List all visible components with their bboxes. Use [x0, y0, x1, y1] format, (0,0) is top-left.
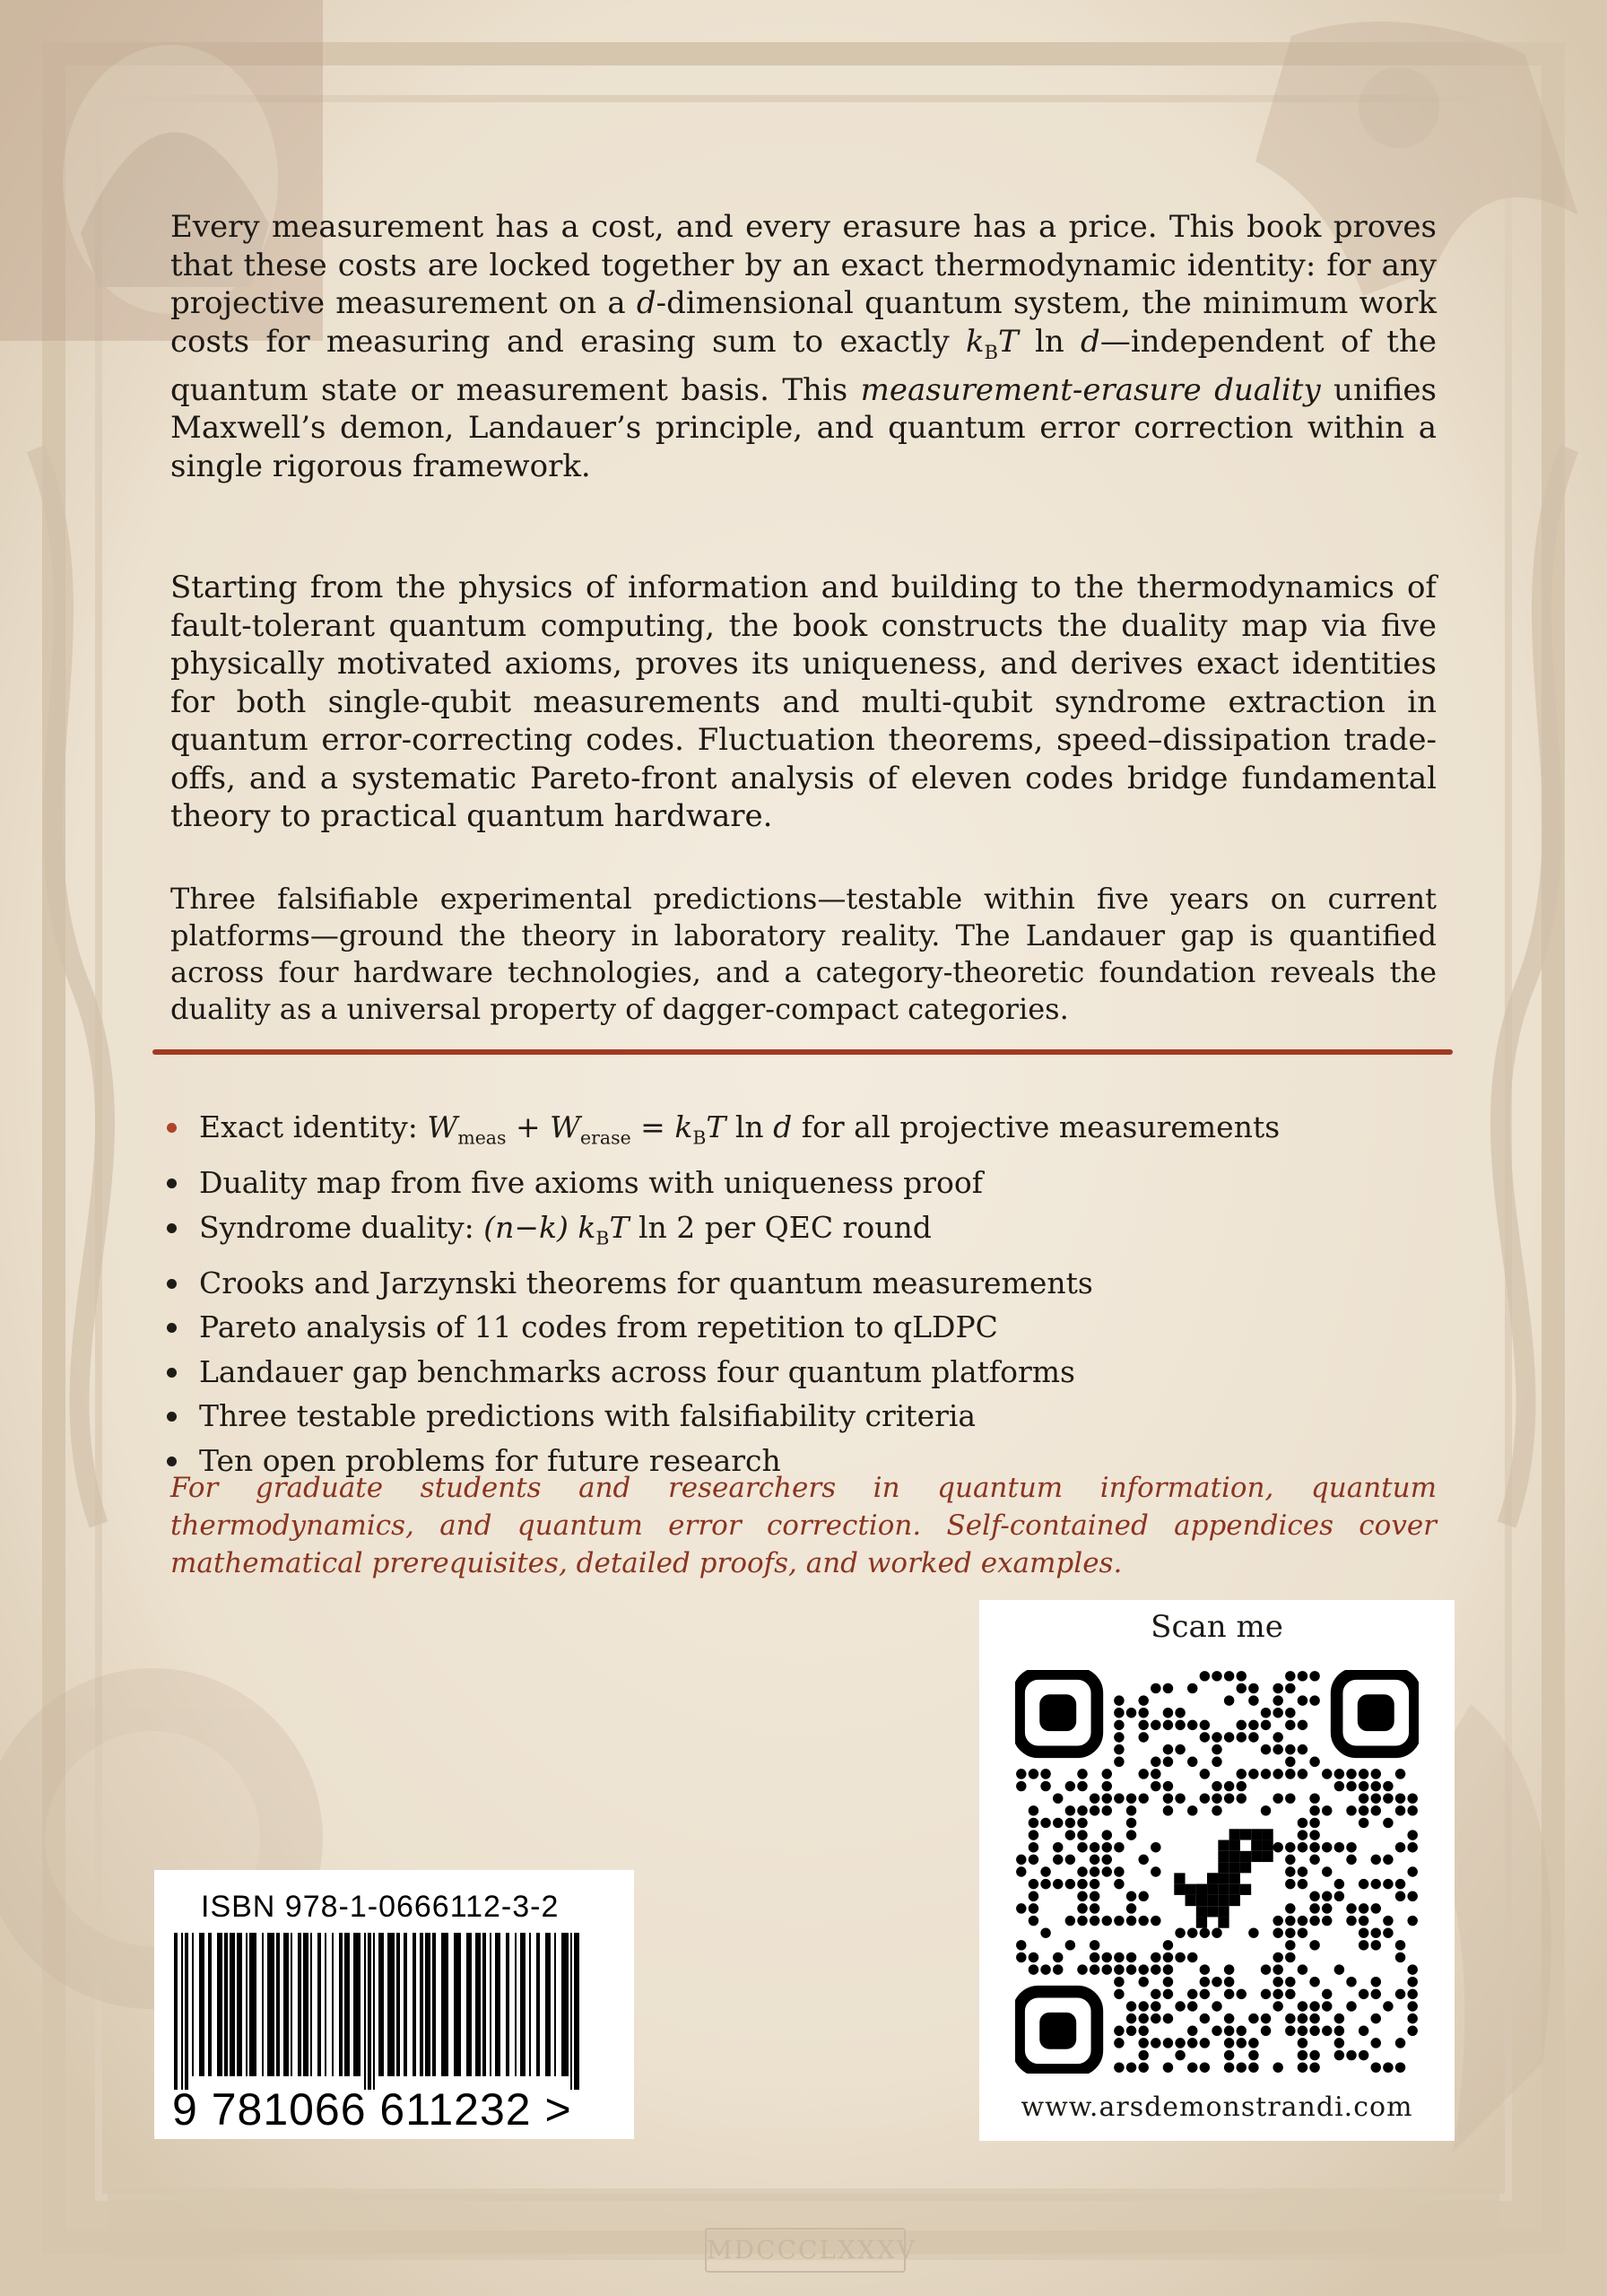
- bullet-icon: [167, 1178, 177, 1188]
- b1-math-T: T: [706, 1109, 726, 1144]
- feature-list: [161, 1105, 1435, 1483]
- b5-text: Pareto analysis of 11 codes from repetition to qLDPC: [199, 1309, 998, 1345]
- p1-text-3: —independent of the quantum state or measurement basis. This: [170, 323, 1437, 408]
- website-url[interactable]: www.arsdemonstrandi.com: [1021, 2092, 1413, 2123]
- list-item: [161, 1161, 1435, 1205]
- b3-post: per QEC round: [695, 1209, 932, 1245]
- p1-math-d: d: [636, 285, 656, 321]
- isbn-digits: 9 781066 611232 >: [172, 2084, 572, 2135]
- p1-math-T: T: [998, 323, 1019, 360]
- b3-math-T: T: [609, 1209, 630, 1245]
- roman-numeral-plaque: MDCCCLXXXV: [705, 2228, 906, 2273]
- list-item: [161, 1205, 1435, 1261]
- b1-sub-erase: erase: [580, 1126, 631, 1149]
- b1-math-k-sub: B: [692, 1126, 707, 1149]
- bullet-icon: [167, 1279, 177, 1289]
- b2-text: Duality map from five axioms with uniqueness proof: [199, 1165, 983, 1201]
- p1-text-4: unifies Maxwell’s demon, Landauer’s principle, and quantum error correction within a single rigorous framework.: [170, 371, 1437, 484]
- p1-text-2: -dimensional quantum system, the minimum work costs for measuring and erasing sum to exactly: [170, 285, 1437, 360]
- p1-math-d2: d: [1081, 323, 1100, 360]
- isbn-label: ISBN 978-1-0666112-3-2: [201, 1890, 560, 1924]
- description-paragraph-2: Starting from the physics of information and building to the thermodynamics of fault-tolerant quantum computing, the book constructs the duality map via five physically motivated axioms, proves its uniqueness, and derives exact identities for both single-qubit measurements and multi-qubit syndrome extraction in quantum error-correcting codes. Fluctuation theorems, speed–dissipation trade-offs, and a systematic Pareto-front analysis of eleven codes bridge fundamental theory to practical quantum hardware.: [170, 570, 1437, 834]
- description-paragraph-3: Three falsifiable experimental predictions—testable within five years on current platforms—ground the theory in laboratory reality. The Landauer gap is quantified across four hardware technologies, and a category-theoretic foundation reveals the duality as a universal property of dagger-compact categories.: [170, 882, 1437, 1026]
- bullet-icon: [167, 1368, 177, 1378]
- list-item: [161, 1305, 1435, 1350]
- b3-math-expr: (n−k): [483, 1209, 569, 1245]
- b1-post: for all projective measurements: [792, 1109, 1281, 1144]
- p1-math-ln: ln: [1018, 323, 1081, 360]
- list-item: [161, 1350, 1435, 1395]
- b1-math-W1: W: [427, 1109, 458, 1144]
- b1-math-W2: W: [550, 1109, 581, 1144]
- audience-statement: For graduate students and researchers in quantum information, quantum thermodynamics, and quantum error correction. Self-contained appendices cover mathematical prerequisites, detailed proofs, and worked examples.: [170, 1472, 1437, 1579]
- p1-emphasis: measurement-erasure duality: [860, 371, 1321, 408]
- b3-math-k-sub: B: [595, 1227, 610, 1249]
- b6-text: Landauer gap benchmarks across four quantum platforms: [199, 1353, 1075, 1389]
- b1-sub-meas: meas: [457, 1126, 507, 1149]
- list-item: [161, 1261, 1435, 1306]
- b1-math-k: k: [674, 1109, 693, 1144]
- b1-math-d: d: [773, 1109, 793, 1144]
- p1-math-k: k: [965, 323, 985, 360]
- b1-eq: =: [630, 1109, 675, 1144]
- b3-math-ln: ln 2: [629, 1209, 696, 1245]
- b3-pre: Syndrome duality:: [199, 1209, 484, 1245]
- qr-code-icon[interactable]: [1015, 1670, 1419, 2074]
- p1-math-k-sub: B: [984, 340, 999, 363]
- p1-text-1: Every measurement has a cost, and every erasure has a price. This book proves that these costs are locked together by an exact thermodynamic identity: for any projective measurement on a: [170, 209, 1437, 321]
- bullet-icon: [167, 1412, 177, 1422]
- bullet-icon: [167, 1457, 177, 1466]
- isbn-barcode-block: [154, 1870, 634, 2139]
- b7-text: Three testable predictions with falsifiability criteria: [199, 1398, 977, 1434]
- b1-math-ln: ln: [725, 1109, 774, 1144]
- b8-text: Ten open problems for future research: [199, 1442, 781, 1478]
- bullet-icon: [167, 1323, 177, 1333]
- bullet-icon: [167, 1223, 177, 1233]
- list-item: [161, 1105, 1435, 1161]
- qr-code-block: [979, 1600, 1455, 2141]
- description-paragraph-1: [170, 208, 1437, 485]
- dinosaur-icon: [1174, 1829, 1273, 1927]
- divider-rule: [152, 1049, 1453, 1055]
- list-item: [161, 1394, 1435, 1439]
- b3-math-k: k: [578, 1209, 596, 1245]
- qr-title: Scan me: [1151, 1609, 1283, 1645]
- b1-pre: Exact identity:: [199, 1109, 428, 1144]
- b4-text: Crooks and Jarzynski theorems for quantum measurements: [199, 1265, 1093, 1300]
- bullet-icon: [167, 1123, 177, 1133]
- b1-plus: +: [506, 1109, 551, 1144]
